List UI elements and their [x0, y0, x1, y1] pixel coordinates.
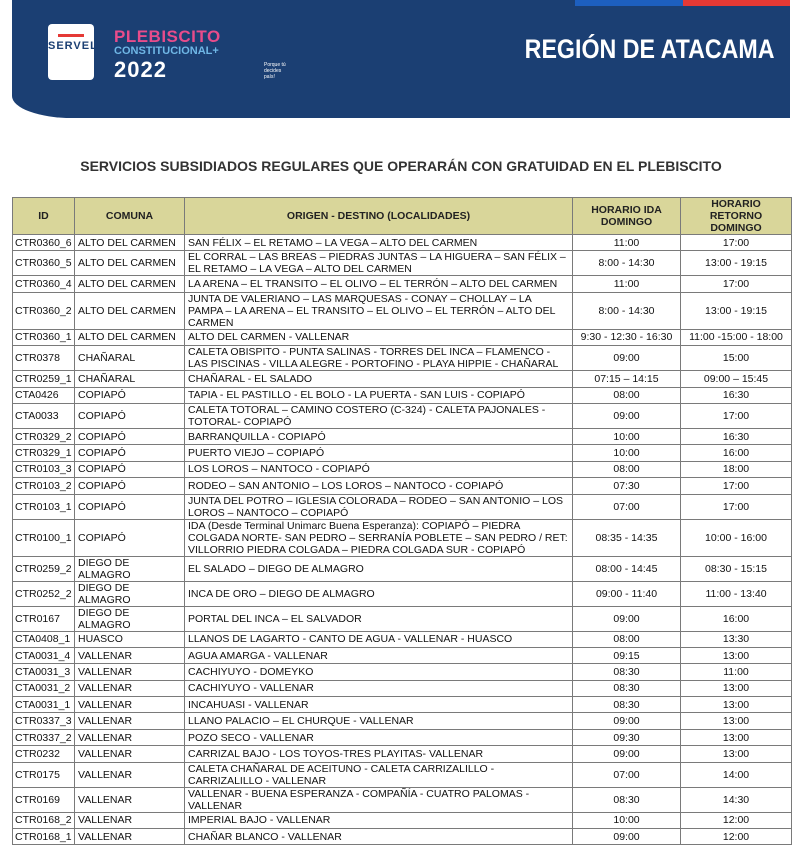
cell-horario-ida: 9:30 - 12:30 - 16:30 — [573, 329, 681, 345]
cell-comuna: HUASCO — [75, 631, 185, 647]
cell-comuna: VALLENAR — [75, 812, 185, 828]
cell-horario-retorno: 16:00 — [681, 445, 792, 461]
cell-horario-ida: 08:00 — [573, 461, 681, 477]
cell-comuna: ALTO DEL CARMEN — [75, 292, 185, 329]
plebiscito-logo-line2: CONSTITUCIONAL+ — [114, 45, 219, 57]
table-row — [13, 519, 792, 556]
cell-origen-destino: RODEO – SAN ANTONIO – LOS LOROS – NANTOCO - COPIAPÓ — [185, 478, 573, 494]
cell-horario-ida: 8:00 - 14:30 — [573, 251, 681, 276]
cell-horario-ida: 09:00 — [573, 713, 681, 729]
table-row — [13, 251, 792, 276]
plebiscito-logo — [114, 27, 286, 82]
cell-comuna: VALLENAR — [75, 746, 185, 762]
cell-comuna: VALLENAR — [75, 729, 185, 745]
cell-id: CTR0337_2 — [13, 729, 75, 745]
cell-horario-ida: 10:00 — [573, 445, 681, 461]
cell-horario-ida: 07:15 – 14:15 — [573, 371, 681, 387]
table-row — [13, 292, 792, 329]
cell-horario-ida: 09:00 - 11:40 — [573, 581, 681, 606]
cell-id: CTR0329_1 — [13, 445, 75, 461]
cell-horario-ida: 8:00 - 14:30 — [573, 292, 681, 329]
cell-origen-destino: CACHIYUYO - VALLENAR — [185, 680, 573, 696]
table-row — [13, 581, 792, 606]
table-row — [13, 746, 792, 762]
cell-comuna: VALLENAR — [75, 647, 185, 663]
cell-origen-destino: BARRANQUILLA - COPIAPÓ — [185, 428, 573, 444]
cell-origen-destino: AGUA AMARGA - VALLENAR — [185, 647, 573, 663]
cell-origen-destino: PORTAL DEL INCA – EL SALVADOR — [185, 606, 573, 631]
cell-comuna: COPIAPÓ — [75, 403, 185, 428]
cell-horario-retorno: 14:00 — [681, 762, 792, 787]
cell-horario-ida: 10:00 — [573, 428, 681, 444]
region-title: REGIÓN DE ATACAMA — [524, 34, 774, 64]
cell-horario-ida: 08:35 - 14:35 — [573, 519, 681, 556]
cell-horario-retorno: 11:00 - 13:40 — [681, 581, 792, 606]
table-row — [13, 556, 792, 581]
cell-horario-retorno: 16:30 — [681, 428, 792, 444]
cell-comuna: VALLENAR — [75, 829, 185, 845]
cell-horario-retorno: 12:00 — [681, 829, 792, 845]
cell-horario-ida: 09:00 — [573, 346, 681, 371]
cell-origen-destino: POZO SECO - VALLENAR — [185, 729, 573, 745]
table-row — [13, 606, 792, 631]
table-row — [13, 371, 792, 387]
cell-horario-retorno: 17:00 — [681, 494, 792, 519]
cell-id: CTR0360_2 — [13, 292, 75, 329]
cell-origen-destino: CARRIZAL BAJO - LOS TOYOS-TRES PLAYITAS- VALLENAR — [185, 746, 573, 762]
cell-comuna: CHAÑARAL — [75, 371, 185, 387]
header-origen-destino: ORIGEN - DESTINO (LOCALIDADES) — [185, 198, 573, 235]
cell-horario-retorno: 17:00 — [681, 276, 792, 292]
cell-origen-destino: JUNTA DE VALERIANO – LAS MARQUESAS - CONAY – CHOLLAY – LA PAMPA – LA ARENA – EL TRANSITO – EL OLIVO – EL TERRÓN – ALTO DEL CARMEN — [185, 292, 573, 329]
cell-horario-retorno: 08:30 - 15:15 — [681, 556, 792, 581]
cell-id: CTA0426 — [13, 387, 75, 403]
cell-horario-retorno: 17:00 — [681, 403, 792, 428]
cell-id: CTR0100_1 — [13, 519, 75, 556]
cell-origen-destino: CALETA TOTORAL – CAMINO COSTERO (C-324) - CALETA PAJONALES - TOTORAL- COPIAPÓ — [185, 403, 573, 428]
table-row — [13, 713, 792, 729]
cell-id: CTR0103_2 — [13, 478, 75, 494]
plebiscito-logo-line1: PLEBISCITO — [114, 27, 221, 46]
cell-id: CTR0232 — [13, 746, 75, 762]
cell-comuna: DIEGO DE ALMAGRO — [75, 606, 185, 631]
cell-horario-retorno: 13:00 — [681, 697, 792, 713]
cell-horario-retorno: 11:00 — [681, 664, 792, 680]
cell-horario-retorno: 14:30 — [681, 787, 792, 812]
cell-origen-destino: INCA DE ORO – DIEGO DE ALMAGRO — [185, 581, 573, 606]
cell-origen-destino: CHAÑARAL - EL SALADO — [185, 371, 573, 387]
table-row — [13, 680, 792, 696]
cell-horario-retorno: 13:00 - 19:15 — [681, 251, 792, 276]
cell-origen-destino: CALETA CHAÑARAL DE ACEITUNO - CALETA CARRIZALILLO - CARRIZALILLO - VALLENAR — [185, 762, 573, 787]
cell-origen-destino: INCAHUASI - VALLENAR — [185, 697, 573, 713]
cell-horario-ida: 07:30 — [573, 478, 681, 494]
cell-comuna: COPIAPÓ — [75, 478, 185, 494]
cell-comuna: ALTO DEL CARMEN — [75, 276, 185, 292]
cell-comuna: VALLENAR — [75, 787, 185, 812]
cell-id: CTR0169 — [13, 787, 75, 812]
cell-horario-retorno: 13:00 — [681, 729, 792, 745]
cell-comuna: DIEGO DE ALMAGRO — [75, 556, 185, 581]
cell-horario-ida: 08:30 — [573, 787, 681, 812]
cell-origen-destino: EL SALADO – DIEGO DE ALMAGRO — [185, 556, 573, 581]
cell-horario-retorno: 18:00 — [681, 461, 792, 477]
cell-horario-retorno: 17:00 — [681, 235, 792, 251]
table-row — [13, 445, 792, 461]
cell-horario-retorno: 13:30 — [681, 631, 792, 647]
header-horario-retorno: HORARIO RETORNO DOMINGO — [681, 198, 792, 235]
cell-horario-ida: 07:00 — [573, 494, 681, 519]
header-id: ID — [13, 198, 75, 235]
table-row — [13, 647, 792, 663]
cell-origen-destino: TAPIA - EL PASTILLO - EL BOLO - LA PUERTA - SAN LUIS - COPIAPÓ — [185, 387, 573, 403]
cell-horario-retorno: 13:00 — [681, 746, 792, 762]
cell-id: CTA0033 — [13, 403, 75, 428]
table-row — [13, 478, 792, 494]
cell-id: CTA0031_4 — [13, 647, 75, 663]
cell-comuna: ALTO DEL CARMEN — [75, 251, 185, 276]
cell-origen-destino: LLANO PALACIO – EL CHURQUE - VALLENAR — [185, 713, 573, 729]
servel-logo-text: SERVEL — [48, 40, 98, 52]
table-row — [13, 664, 792, 680]
table-row — [13, 729, 792, 745]
cell-comuna: ALTO DEL CARMEN — [75, 329, 185, 345]
cell-origen-destino: EL CORRAL – LAS BREAS – PIEDRAS JUNTAS – LA HIGUERA – SAN FÉLIX – EL RETAMO – LA VEGA – ALTO DEL CARMEN — [185, 251, 573, 276]
flag-stripe-blue — [575, 0, 683, 6]
cell-id: CTR0252_2 — [13, 581, 75, 606]
cell-id: CTA0031_2 — [13, 680, 75, 696]
cell-horario-ida: 08:00 - 14:45 — [573, 556, 681, 581]
cell-comuna: COPIAPÓ — [75, 445, 185, 461]
table-row — [13, 494, 792, 519]
cell-id: CTR0360_6 — [13, 235, 75, 251]
plebiscito-logo-year: 2022 — [114, 57, 167, 82]
table-row — [13, 829, 792, 845]
cell-comuna: VALLENAR — [75, 762, 185, 787]
cell-horario-retorno: 13:00 — [681, 713, 792, 729]
table-row — [13, 235, 792, 251]
table-row — [13, 631, 792, 647]
cell-horario-retorno: 13:00 — [681, 647, 792, 663]
table-row — [13, 403, 792, 428]
table-row — [13, 428, 792, 444]
cell-horario-retorno: 09:00 – 15:45 — [681, 371, 792, 387]
table-row — [13, 787, 792, 812]
cell-id: CTR0168_1 — [13, 829, 75, 845]
plebiscito-logo-tagline: Porque tú decides país! — [264, 62, 286, 80]
cell-id: CTR0168_2 — [13, 812, 75, 828]
cell-comuna: COPIAPÓ — [75, 519, 185, 556]
cell-comuna: VALLENAR — [75, 680, 185, 696]
table-row — [13, 762, 792, 787]
cell-horario-retorno: 11:00 -15:00 - 18:00 — [681, 329, 792, 345]
cell-origen-destino: LOS LOROS – NANTOCO - COPIAPÓ — [185, 461, 573, 477]
cell-horario-ida: 09:15 — [573, 647, 681, 663]
cell-horario-ida: 08:00 — [573, 387, 681, 403]
table-row — [13, 276, 792, 292]
cell-id: CTR0103_1 — [13, 494, 75, 519]
cell-origen-destino: LA ARENA – EL TRANSITO – EL OLIVO – EL TERRÓN – ALTO DEL CARMEN — [185, 276, 573, 292]
cell-id: CTR0360_1 — [13, 329, 75, 345]
cell-comuna: VALLENAR — [75, 697, 185, 713]
cell-origen-destino: LLANOS DE LAGARTO - CANTO DE AGUA - VALLENAR - HUASCO — [185, 631, 573, 647]
cell-horario-ida: 07:00 — [573, 762, 681, 787]
cell-horario-retorno: 17:00 — [681, 478, 792, 494]
table-row — [13, 812, 792, 828]
cell-origen-destino: SAN FÉLIX – EL RETAMO – LA VEGA – ALTO DEL CARMEN — [185, 235, 573, 251]
cell-horario-ida: 09:30 — [573, 729, 681, 745]
cell-horario-retorno: 12:00 — [681, 812, 792, 828]
cell-horario-ida: 08:00 — [573, 631, 681, 647]
cell-id: CTA0408_1 — [13, 631, 75, 647]
cell-horario-retorno: 13:00 - 19:15 — [681, 292, 792, 329]
cell-comuna: VALLENAR — [75, 664, 185, 680]
cell-id: CTR0360_4 — [13, 276, 75, 292]
cell-id: CTR0167 — [13, 606, 75, 631]
cell-comuna: DIEGO DE ALMAGRO — [75, 581, 185, 606]
cell-comuna: COPIAPÓ — [75, 494, 185, 519]
document-title: SERVICIOS SUBSIDIADOS REGULARES QUE OPERARÁN CON GRATUIDAD EN EL PLEBISCITO — [80, 158, 722, 174]
header-horario-ida: HORARIO IDA DOMINGO — [573, 198, 681, 235]
cell-id: CTA0031_3 — [13, 664, 75, 680]
servel-logo — [48, 24, 98, 80]
cell-comuna: CHAÑARAL — [75, 346, 185, 371]
cell-horario-ida: 10:00 — [573, 812, 681, 828]
cell-origen-destino: CHAÑAR BLANCO - VALLENAR — [185, 829, 573, 845]
cell-horario-ida: 08:30 — [573, 680, 681, 696]
cell-horario-retorno: 16:00 — [681, 606, 792, 631]
cell-id: CTR0378 — [13, 346, 75, 371]
cell-horario-ida: 11:00 — [573, 235, 681, 251]
cell-horario-ida: 09:00 — [573, 746, 681, 762]
cell-id: CTA0031_1 — [13, 697, 75, 713]
servel-logo-stripe — [58, 34, 84, 37]
cell-horario-retorno: 10:00 - 16:00 — [681, 519, 792, 556]
cell-horario-retorno: 13:00 — [681, 680, 792, 696]
cell-id: CTR0329_2 — [13, 428, 75, 444]
table-row — [13, 387, 792, 403]
cell-horario-ida: 09:00 — [573, 403, 681, 428]
cell-horario-retorno: 15:00 — [681, 346, 792, 371]
cell-comuna: COPIAPÓ — [75, 387, 185, 403]
table-header-row — [13, 198, 792, 235]
cell-origen-destino: IMPERIAL BAJO - VALLENAR — [185, 812, 573, 828]
cell-id: CTR0103_3 — [13, 461, 75, 477]
cell-id: CTR0175 — [13, 762, 75, 787]
cell-horario-ida: 09:00 — [573, 606, 681, 631]
cell-id: CTR0259_1 — [13, 371, 75, 387]
cell-horario-ida: 08:30 — [573, 664, 681, 680]
cell-horario-ida: 08:30 — [573, 697, 681, 713]
flag-stripe-red — [683, 0, 791, 6]
cell-id: CTR0360_5 — [13, 251, 75, 276]
cell-origen-destino: PUERTO VIEJO – COPIAPÓ — [185, 445, 573, 461]
table-row — [13, 697, 792, 713]
cell-horario-ida: 11:00 — [573, 276, 681, 292]
cell-horario-retorno: 16:30 — [681, 387, 792, 403]
cell-comuna: ALTO DEL CARMEN — [75, 235, 185, 251]
flag-stripe — [575, 0, 790, 6]
services-table — [12, 197, 792, 845]
cell-comuna: COPIAPÓ — [75, 428, 185, 444]
table-body — [13, 235, 792, 845]
cell-origen-destino: IDA (Desde Terminal Unimarc Buena Esperanza): COPIAPÓ – PIEDRA COLGADA NORTE- SAN PEDRO – SERRANÍA POBLETE – SAN PEDRO / RET: VILLORRIO PIEDRA COLGADA – PIEDRA COLGADA SUR - COPIAPÓ — [185, 519, 573, 556]
header-banner — [12, 0, 790, 118]
cell-origen-destino: CACHIYUYO - DOMEYKO — [185, 664, 573, 680]
cell-horario-ida: 09:00 — [573, 829, 681, 845]
cell-comuna: COPIAPÓ — [75, 461, 185, 477]
cell-origen-destino: ALTO DEL CARMEN - VALLENAR — [185, 329, 573, 345]
cell-origen-destino: CALETA OBISPITO - PUNTA SALINAS - TORRES DEL INCA – FLAMENCO - LAS PISCINAS - VILLA ALEGRE - PORTOFINO - PLAYA HIPPIE - CHAÑARAL — [185, 346, 573, 371]
cell-origen-destino: JUNTA DEL POTRO – IGLESIA COLORADA – RODEO – SAN ANTONIO – LOS LOROS – NANTOCO – COPIAPÓ — [185, 494, 573, 519]
cell-id: CTR0259_2 — [13, 556, 75, 581]
table-row — [13, 461, 792, 477]
table-row — [13, 346, 792, 371]
cell-id: CTR0337_3 — [13, 713, 75, 729]
header-comuna: COMUNA — [75, 198, 185, 235]
cell-comuna: VALLENAR — [75, 713, 185, 729]
cell-origen-destino: VALLENAR - BUENA ESPERANZA - COMPAÑÍA - CUATRO PALOMAS - VALLENAR — [185, 787, 573, 812]
table-row — [13, 329, 792, 345]
